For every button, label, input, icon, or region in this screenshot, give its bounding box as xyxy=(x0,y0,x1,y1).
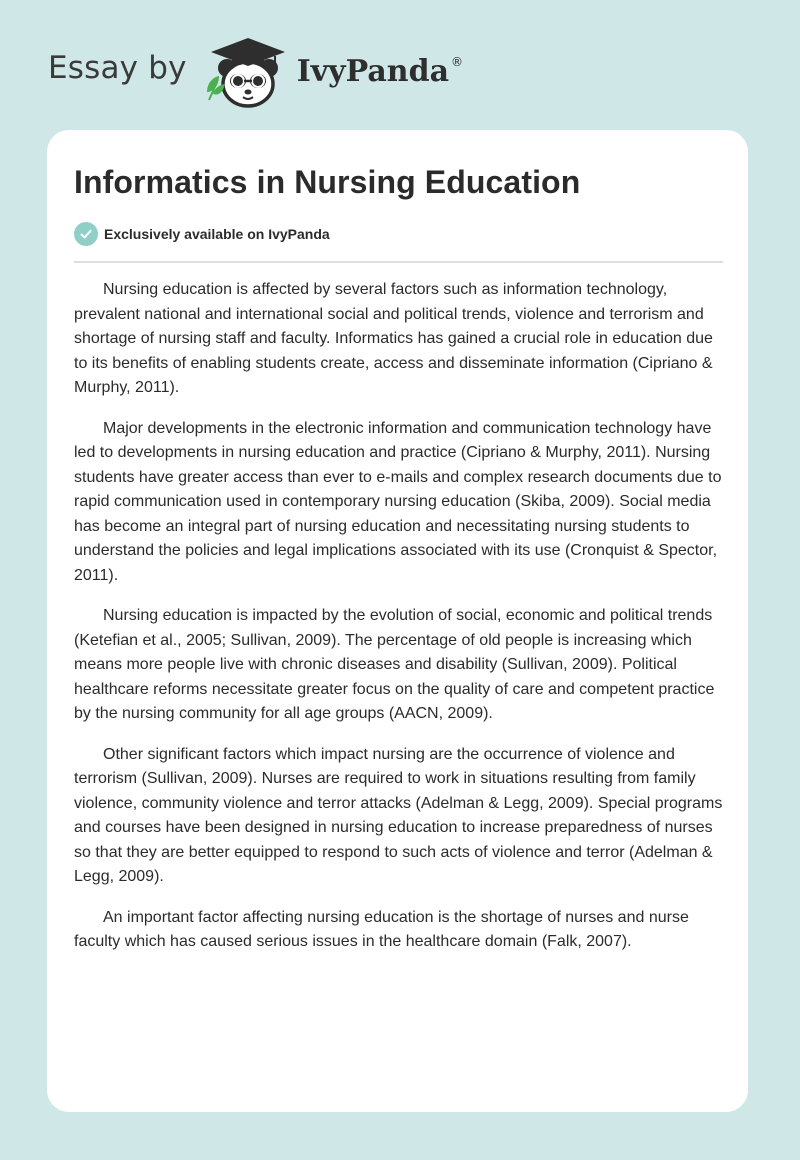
paragraph: Nursing education is impacted by the evolution of social, economic and political trends (Ketefian et al., 2005; Sullivan, 2009). The percentage of old people is increasing which means more people live with chronic diseases and disability (Sullivan, 2009). Political healthcare reforms necessitate greater focus on the quality of care and competent practice by the nursing community for all age groups (AACN, 2009). xyxy=(74,607,715,722)
brand-prefix: Essay by xyxy=(48,50,187,86)
divider xyxy=(74,261,723,263)
paragraph: Nursing education is affected by several factors such as information technology, prevalent national and international social and political trends, violence and terrorism and shortage of nursing staff and faculty. Informatics has gained a crucial role in education due to its benefits of enabling students create, access and disseminate information (Cipriano & Murphy, 2011). xyxy=(74,281,713,396)
exclusive-badge-label: Exclusively available on IvyPanda xyxy=(104,226,330,242)
graduation-panda-icon xyxy=(205,34,291,110)
exclusive-badge xyxy=(74,222,330,246)
paragraph: Major developments in the electronic information and communication technology have led to developments in nursing education and practice (Cipriano & Murphy, 2011). Nursing students have greater access than ever to e-mails and complex research documents due to rapid communication used in contemporary nursing education (Skiba, 2009). Social media has become an integral part of nursing education and necessitating nursing students to understand the policies and legal implications associated with its use (Cronquist & Spector, 2011). xyxy=(74,419,722,584)
paragraph: An important factor affecting nursing education is the shortage of nurses and nurse faculty which has caused serious issues in the healthcare domain (Falk, 2007). xyxy=(74,908,689,950)
essay-card xyxy=(47,130,748,1112)
brand-name: IvyPanda xyxy=(296,53,450,89)
checkmark-icon xyxy=(74,222,98,246)
brand-registered-mark: ® xyxy=(451,55,464,69)
page-title: Informatics in Nursing Education xyxy=(74,164,581,200)
brand-header xyxy=(48,34,463,110)
paragraph: Other significant factors which impact nursing are the occurrence of violence and terrorism (Sullivan, 2009). Nurses are required to work in situations resulting from family violence, community violence and terror attacks (Adelman & Legg, 2009). Special programs and courses have been designed in nursing education to increase preparedness of nurses so that they are better equipped to respond to such acts of violence and terror (Adelman & Legg, 2009). xyxy=(74,745,723,885)
article-body xyxy=(74,278,726,971)
